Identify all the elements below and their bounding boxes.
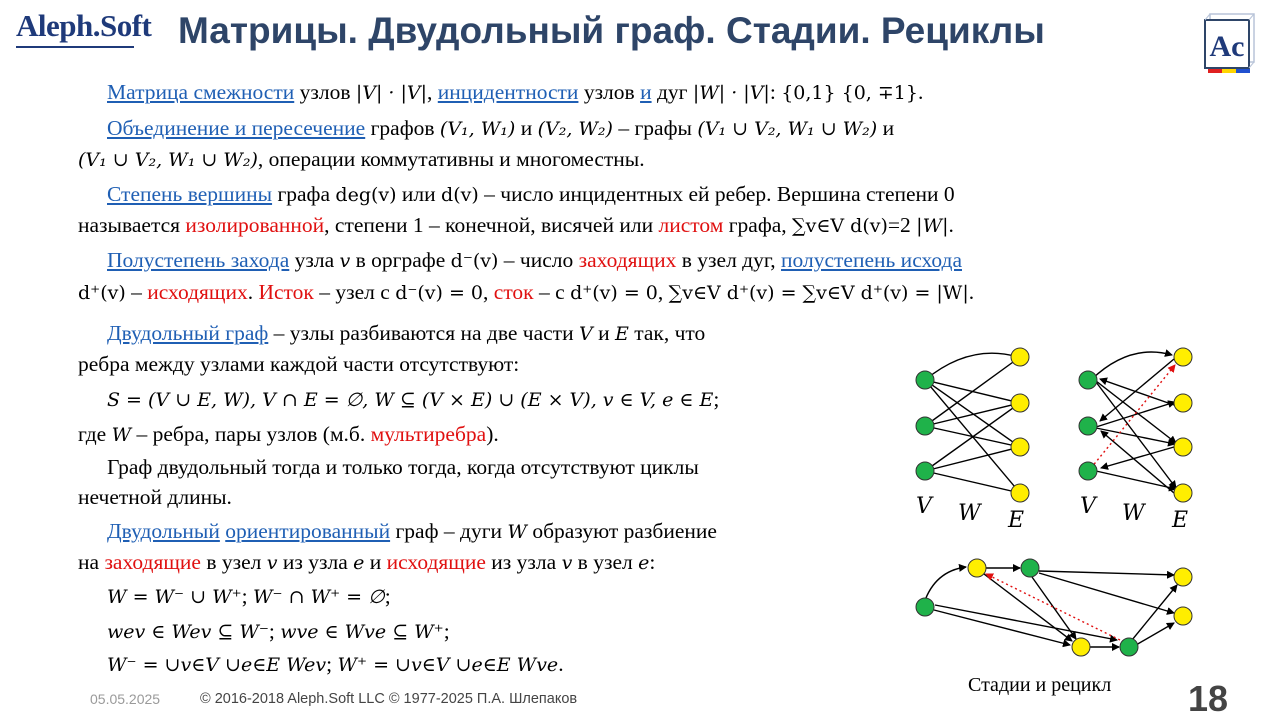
- text: ;: [268, 619, 281, 643]
- math: W⁻ = ∪v∈V ∪e∈E Wev: [107, 654, 327, 676]
- highlight-multiedge: мультиребра: [370, 422, 487, 446]
- node-e2: [1011, 394, 1029, 412]
- text: ;: [241, 584, 254, 608]
- text-line-5: [78, 212, 954, 239]
- math: d⁺(v): [78, 282, 126, 304]
- highlight-outgoing: исходящих: [147, 280, 248, 304]
- text: в узел: [572, 550, 639, 574]
- text: в узел дуг,: [676, 248, 782, 272]
- text: на: [78, 550, 105, 574]
- node-e2: [1174, 394, 1192, 412]
- text: графа,: [723, 213, 793, 237]
- node-v1: [1079, 371, 1097, 389]
- highlight-sink: сток: [493, 280, 534, 304]
- text: и: [877, 116, 895, 140]
- text: ;: [443, 619, 450, 643]
- node-e4: [1011, 484, 1029, 502]
- link-and[interactable]: и: [640, 80, 652, 104]
- label-v: V: [1080, 494, 1096, 519]
- text: – графы: [612, 116, 698, 140]
- text: в узел: [200, 550, 267, 574]
- text-line-16: [78, 583, 391, 610]
- text: из узла: [277, 550, 354, 574]
- highlight-incoming: заходящих: [578, 248, 677, 272]
- text-line-4: [78, 181, 955, 208]
- text: образуют разбиение: [526, 519, 717, 543]
- node-g: [1120, 638, 1138, 656]
- text: так, что: [628, 321, 706, 345]
- text: узлов: [294, 80, 356, 104]
- label-w: W: [1122, 501, 1145, 526]
- text: называется: [78, 213, 186, 237]
- math: (V₁ ∪ V₂, W₁ ∪ W₂): [78, 149, 258, 171]
- node-e1: [1174, 348, 1192, 366]
- math: W⁺ = ∪v∈V ∪e∈E Wve: [337, 654, 559, 676]
- corner-logo-icon: [1204, 12, 1256, 74]
- text-line-13: [78, 484, 232, 510]
- math: S = (V ∪ E, W), V ∩ E = ∅, W ⊆ (V × E) ∪ (E × V), v ∈ V, e ∈ E: [107, 389, 714, 411]
- text-line-15: [78, 549, 655, 576]
- text-line-12: [78, 454, 699, 480]
- node-b: [1021, 559, 1039, 577]
- text-line-3: [78, 146, 645, 173]
- bipartite-graph-nodes: [916, 348, 1029, 502]
- math: W: [111, 424, 132, 446]
- text: из узла: [485, 550, 562, 574]
- text: – число инцидентных ей ребер. Вершина степени 0: [478, 182, 955, 206]
- text-line-1: [78, 79, 923, 106]
- link-indegree[interactable]: Полустепень захода: [107, 248, 290, 272]
- graph-caption: Стадии и рецикл: [968, 674, 1112, 696]
- graph-illustrations: [900, 335, 1220, 675]
- math: e: [638, 552, 650, 574]
- math: d⁺(v) = 0: [570, 282, 658, 304]
- logo-underline: [16, 46, 134, 48]
- text: Граф двудольный тогда и только тогда, когда отсутствуют циклы: [107, 455, 699, 479]
- math: wev ∈ Wev ⊆ W⁻: [107, 621, 269, 643]
- text: графа: [272, 182, 336, 206]
- text: , степени 1 – конечной, висячей или: [324, 213, 659, 237]
- node-a: [968, 559, 986, 577]
- text: графов: [365, 116, 440, 140]
- node-e3: [1174, 438, 1192, 456]
- math: |W|: [916, 215, 949, 237]
- math: (V₁ ∪ V₂, W₁ ∪ W₂): [697, 118, 878, 140]
- highlight-outgoing-2: исходящие: [386, 550, 486, 574]
- text: граф – дуги: [390, 519, 508, 543]
- link-adjacency-matrix[interactable]: Матрица смежности: [107, 80, 295, 104]
- text: ,: [657, 280, 669, 304]
- text: в орграфе: [350, 248, 451, 272]
- math: W⁻ ∩ W⁺ = ∅: [253, 586, 385, 608]
- highlight-incoming-2: заходящие: [104, 550, 201, 574]
- label-w: W: [958, 501, 981, 526]
- text: .: [917, 80, 924, 104]
- node-e3: [1011, 438, 1029, 456]
- label-e: E: [1008, 508, 1025, 533]
- text: :: [649, 550, 656, 574]
- text: ;: [326, 652, 338, 676]
- label-e: E: [1172, 508, 1189, 533]
- link-incidence[interactable]: инцидентности: [437, 80, 579, 104]
- text-line-14: [78, 518, 717, 545]
- text: – узел с: [313, 280, 396, 304]
- page-number: 18: [1188, 678, 1229, 719]
- node-source: [916, 598, 934, 616]
- text: или: [396, 182, 442, 206]
- math: E: [614, 323, 629, 345]
- math: deg(v): [335, 184, 397, 206]
- highlight-isolated: изолированной: [185, 213, 325, 237]
- math: {0,1} {0, ∓1}: [781, 82, 918, 104]
- corner-logo-text: Ac: [1209, 30, 1245, 63]
- math: |V| · |V|: [355, 82, 428, 104]
- aleph-soft-logo: Aleph.Soft: [16, 8, 152, 43]
- math: v: [339, 250, 351, 272]
- text: ,: [483, 280, 494, 304]
- node-v2: [916, 417, 934, 435]
- slide-title: Матрицы. Двудольный граф. Стадии. Рециклы: [178, 10, 1045, 51]
- bipartite-graph: [925, 353, 1020, 493]
- math: V: [578, 323, 593, 345]
- text: .: [247, 280, 259, 304]
- text: – с: [533, 280, 571, 304]
- math: (V₂, W₂): [537, 118, 613, 140]
- text-line-17: [78, 618, 450, 645]
- text: дуг: [651, 80, 693, 104]
- math: W = W⁻ ∪ W⁺: [107, 586, 242, 608]
- math: (V₁, W₁): [439, 118, 516, 140]
- text: узла: [289, 248, 340, 272]
- directed-bipartite-nodes: [1079, 348, 1192, 502]
- text-line-2: [78, 115, 894, 142]
- link-bipartite-graph[interactable]: Двудольный граф: [107, 321, 269, 345]
- node-v2: [1079, 417, 1097, 435]
- text: ;: [713, 387, 720, 411]
- footer-date: 05.05.2025: [90, 691, 161, 707]
- text: нечетной длины.: [78, 485, 232, 509]
- math: d⁻(v) = 0: [395, 282, 484, 304]
- text-line-8: [78, 320, 705, 347]
- math: W: [507, 521, 527, 543]
- link-oriented[interactable]: ориентированный: [225, 519, 391, 543]
- node-e1: [1011, 348, 1029, 366]
- math: d⁻(v): [450, 250, 499, 272]
- text: :: [769, 80, 782, 104]
- text: –: [125, 280, 148, 304]
- text-line-7: [78, 279, 974, 306]
- text: где: [78, 422, 112, 446]
- node-f: [1072, 638, 1090, 656]
- text: и: [515, 116, 538, 140]
- text: .: [968, 280, 975, 304]
- text: ,: [427, 80, 438, 104]
- text: .: [558, 652, 564, 676]
- node-v1: [916, 371, 934, 389]
- math: v: [561, 552, 573, 574]
- highlight-leaf: листом: [658, 213, 724, 237]
- text: ребра между узлами каждой части отсутствуют:: [78, 352, 520, 376]
- node-v3: [916, 462, 934, 480]
- label-v: V: [916, 494, 932, 519]
- stages-recycle-graph: [924, 567, 1177, 647]
- math: v: [266, 552, 278, 574]
- text-line-18: [78, 651, 564, 678]
- directed-bipartite-graph: [1091, 352, 1176, 493]
- math: wve ∈ Wve ⊆ W⁺: [280, 621, 444, 643]
- math: ∑v∈V d⁺(v) = ∑v∈V d⁺(v) = |W|: [668, 282, 969, 304]
- node-d: [1174, 607, 1192, 625]
- text: и: [364, 550, 387, 574]
- link-union-intersection[interactable]: Объединение и пересечение: [107, 116, 366, 140]
- math: e: [353, 552, 365, 574]
- text-line-11: [78, 421, 499, 448]
- math: ∑v∈V d(v): [792, 215, 888, 237]
- text-line-9: [78, 351, 519, 377]
- text: – число: [498, 248, 579, 272]
- text: .: [948, 213, 954, 237]
- footer-copyright: © 2016-2018 Aleph.Soft LLC © 1977-2025 П.А. Шлепаков: [200, 691, 578, 707]
- node-e4: [1174, 484, 1192, 502]
- link-bipartite[interactable]: Двудольный: [107, 519, 220, 543]
- node-v3: [1079, 462, 1097, 480]
- text: ).: [486, 422, 499, 446]
- text: ;: [384, 584, 391, 608]
- link-outdegree[interactable]: полустепень исхода: [781, 248, 962, 272]
- text: , операции коммутативны и многоместны.: [257, 147, 645, 171]
- node-c: [1174, 568, 1192, 586]
- math: |W| · |V|: [692, 82, 770, 104]
- text: – узлы разбиваются на две части: [268, 321, 579, 345]
- text: узлов: [578, 80, 641, 104]
- text: и: [592, 321, 615, 345]
- link-vertex-degree[interactable]: Степень вершины: [107, 182, 273, 206]
- math: d(v): [441, 184, 479, 206]
- text-line-10: [78, 386, 719, 413]
- highlight-source: Исток: [258, 280, 314, 304]
- text: =2: [887, 213, 917, 237]
- text-line-6: [78, 247, 962, 274]
- text: – ребра, пары узлов (м.б.: [131, 422, 371, 446]
